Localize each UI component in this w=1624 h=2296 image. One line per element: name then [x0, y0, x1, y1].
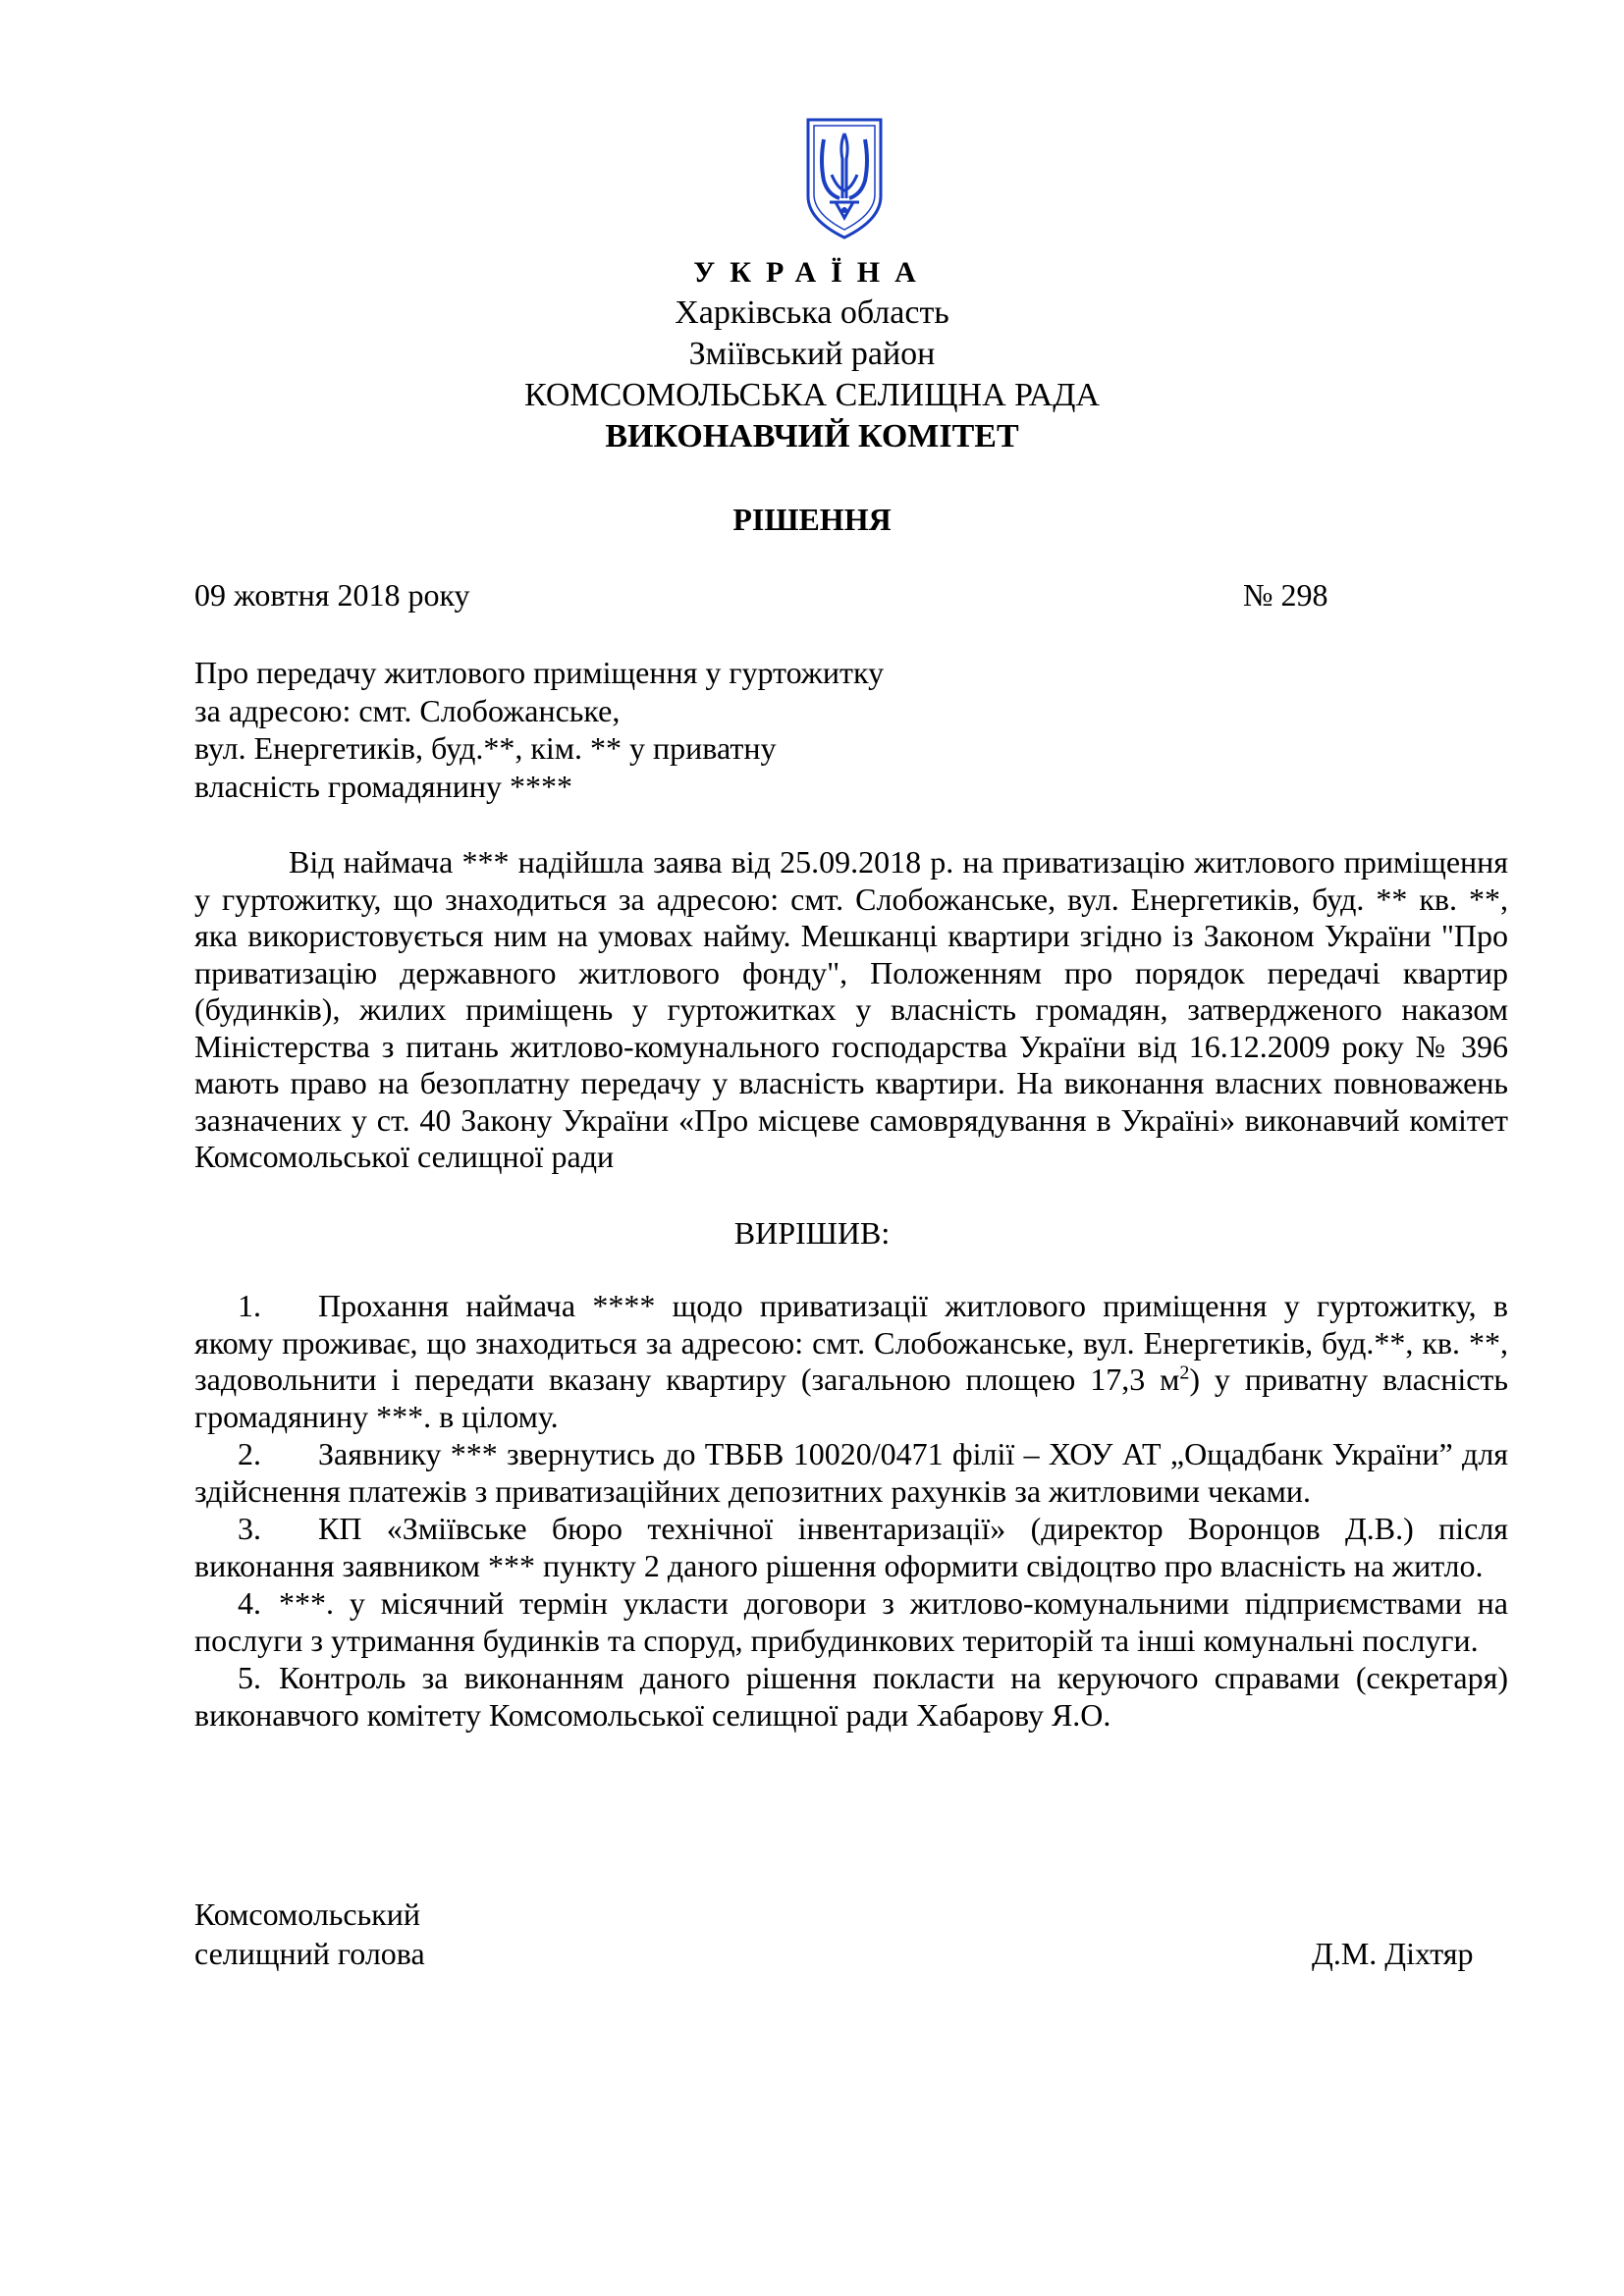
- region-line: Харківська область: [675, 294, 949, 331]
- signatory-title-line: селищний голова: [194, 1936, 425, 1971]
- signatory-title-line: Комсомольський: [194, 1896, 420, 1932]
- decision-item: [194, 1660, 1508, 1734]
- decision-items-list: [194, 1288, 1508, 1734]
- subject-line: за адресою: смт. Слобожанське,: [194, 692, 621, 728]
- decision-subject: [194, 654, 884, 805]
- subject-line: вул. Енергетиків, буд.**, кім. ** у приватну: [194, 730, 777, 766]
- item-number: 1.: [238, 1288, 261, 1323]
- decision-date: 09 жовтня 2018 року: [194, 577, 470, 613]
- country-heading: УКРАЇНА: [693, 256, 931, 289]
- decision-item: [194, 1511, 1508, 1584]
- decision-item: [194, 1288, 1508, 1435]
- item-text: Прохання наймача **** щодо приватизації житлового приміщення у гуртожитку, в якому проживає, що знаходиться за адресою: смт. Слобожанське, вул. Енергетиків, буд.**, кв. **, задовольнити і передати вказану квартиру (загальною площею 17,3 м: [194, 1288, 1508, 1397]
- signatory-name: Д.М. Діхтяр: [1312, 1936, 1474, 1971]
- item-number: 3.: [238, 1511, 261, 1546]
- item-text: Контроль за виконанням даного рішення покласти на керуючого справами (секретаря) виконавчого комітету Комсомольської селищної ради Хабарову Я.О.: [194, 1660, 1508, 1733]
- signatory-title: [194, 1895, 425, 1973]
- preamble-paragraph: Від наймача *** надійшла заява від 25.09.2018 р. на приватизацію житлового приміщення у гуртожитку, що знаходиться за адресою: смт. Слобожанське, вул. Енергетиків, буд. ** кв. **, яка використовується ним на умовах найму. Мешканці квартири згідно із Законом України "Про приватизацію державного житлового фонду", Положенням про порядок передачі квартир (будинків), жилих приміщень у гуртожитках у власність громадян, затвердженого наказом Міністерства з питань житлово-комунального господарства України від 16.12.2009 року № 396 мають право на безоплатну передачу у власність квартири. На виконання власних повноважень зазначених у ст. 40 Закону України «Про місцеве самоврядування в Україні» виконавчий комітет Комсомольської селищної ради: [194, 844, 1508, 1174]
- item-text: ***. у місячний термін укласти договори з житлово-комунальними підприємствами на послуги з утримання будинків та споруд, прибудинкових територій та інші комунальні послуги.: [194, 1585, 1508, 1658]
- subject-line: власність громадянину ****: [194, 768, 572, 804]
- document-type-title: РІШЕННЯ: [732, 502, 892, 537]
- council-line: КОМСОМОЛЬСЬКА СЕЛИЩНА РАДА: [524, 377, 1100, 413]
- decided-heading: [0, 1213, 1624, 1253]
- decision-number: № 298: [1243, 577, 1328, 613]
- item-text: Заявнику *** звернутись до ТВБВ 10020/0471 філії – ХОУ АТ „Ощадбанк України” для здійснення платежів з приватизаційних депозитних рахунків за житловими чеками.: [194, 1436, 1508, 1509]
- item-superscript: 2: [1179, 1362, 1190, 1384]
- decided-text: ВИРІШИВ:: [733, 1215, 891, 1251]
- decision-item: [194, 1436, 1508, 1510]
- coat-of-arms-trident-icon: [802, 116, 887, 241]
- district-line: Зміївський район: [688, 336, 936, 372]
- item-number: 2.: [238, 1436, 261, 1471]
- subject-line: Про передачу житлового приміщення у гуртожитку: [194, 655, 885, 690]
- item-text-tail: ) у приватну власність громадянину ***. в цілому.: [194, 1362, 1509, 1434]
- committee-line: ВИКОНАВЧИЙ КОМІТЕТ: [605, 418, 1019, 454]
- item-number: 4.: [238, 1585, 261, 1621]
- item-text: КП «Зміївське бюро технічної інвентаризації» (директор Воронцов Д.В.) після виконання заявником *** пункту 2 даного рішення оформити свідоцтво про власність на житло.: [194, 1511, 1508, 1583]
- item-number: 5.: [238, 1660, 261, 1695]
- decision-item: [194, 1585, 1508, 1659]
